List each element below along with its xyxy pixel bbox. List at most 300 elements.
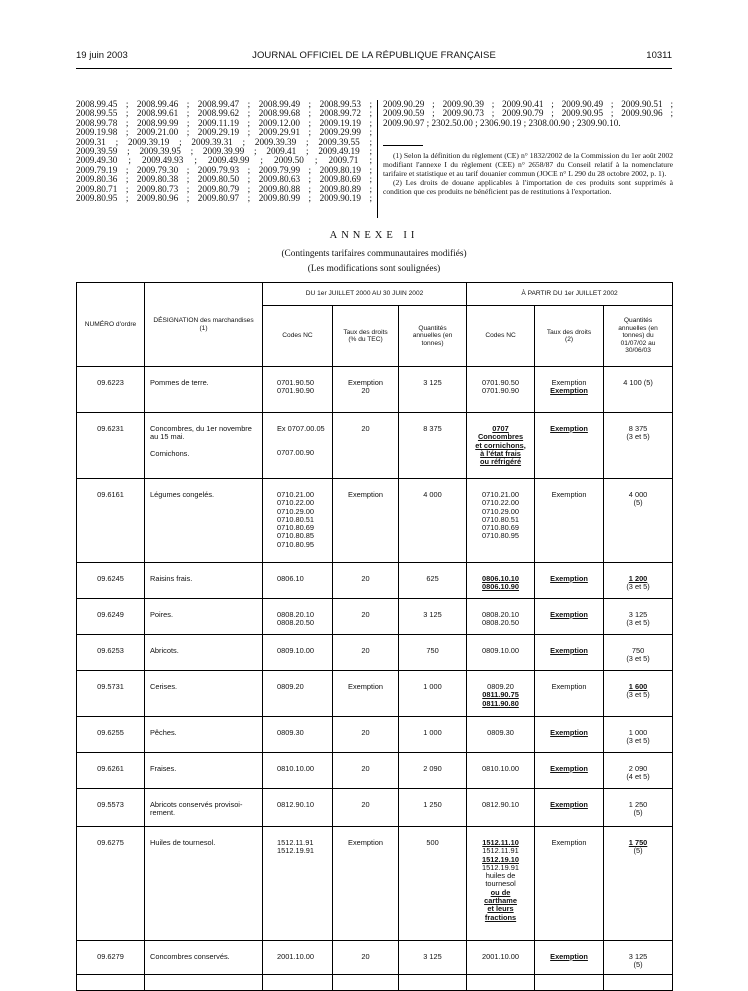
cell-text: 09.6249 — [97, 610, 124, 619]
cell-line: 3 125 — [423, 952, 442, 961]
cell-line: 1 000 — [423, 682, 442, 691]
code-line: 2009.90.29 ; 2009.90.39 ; 2009.90.41 ; 2009.90.49 ; 2009.90.51 ; — [383, 99, 673, 109]
cell-line: Concombres, du 1er novembre — [150, 424, 252, 433]
cell-line: (5) — [633, 498, 643, 508]
cell-line: 0812.90.10 — [482, 800, 520, 809]
cell-line: Huiles de tournesol. — [150, 838, 216, 847]
cell-codes-nc-1 — [263, 789, 333, 827]
cell-designation — [145, 563, 263, 599]
cell-line: 0710.80.95 — [277, 539, 314, 549]
table-row — [77, 789, 673, 827]
cell-line: Abricots. — [150, 646, 179, 655]
cell-quantites-2 — [604, 413, 673, 479]
cell-line: 0707.00.90 — [277, 448, 314, 458]
codes-list-left — [76, 100, 372, 203]
code-line: 2009.80.95 ; 2009.80.96 ; 2009.80.97 ; 2009.80.99 ; 2009.90.19 ; — [76, 193, 372, 204]
cell-designation — [145, 827, 263, 941]
cell-codes-nc-2 — [467, 635, 535, 671]
cell-line: 0806.10.90 — [482, 582, 520, 592]
code-line: 2009.31 ; 2009.39.19 ; 2009.39.31 ; 2009.39.39 ; 2009.39.55 ; — [76, 136, 372, 147]
cell-line: 500 — [426, 838, 439, 847]
cell-line: 0710.80.95 — [482, 531, 520, 541]
cell-line: 1 250 — [423, 800, 442, 809]
cell-line: 1 600 — [628, 682, 648, 691]
cell-codes-nc-2 — [467, 599, 535, 635]
cell-taux-2 — [535, 413, 604, 479]
table-row — [77, 717, 673, 753]
cell-numero — [77, 563, 145, 599]
cell-codes-nc-2 — [467, 367, 535, 413]
cell-line: et leurs — [487, 904, 514, 914]
cell-taux-1 — [333, 671, 399, 717]
table-row — [77, 413, 673, 479]
annex-title: ANNEXE II — [329, 230, 419, 241]
annex-subtitle-1: (Contingents tarifaires communautaires modifiés) — [281, 249, 467, 259]
header-designation: DÉSIGNATION des marchandises (1) — [145, 283, 263, 367]
cell-text: 09.6275 — [97, 838, 124, 847]
cell-line: carthame — [484, 896, 517, 906]
cell-taux-2 — [535, 599, 604, 635]
cell-line: 20 — [361, 952, 370, 961]
cell-line: rement. — [150, 808, 176, 818]
cell-line: 0809.10.00 — [277, 646, 314, 655]
cell-numero — [77, 975, 145, 991]
cell-line: Pêches. — [150, 728, 177, 737]
cell-designation — [145, 367, 263, 413]
cell-line: (3 et 5) — [626, 736, 650, 746]
cell-line: Exemption — [348, 682, 383, 691]
cell-line — [277, 433, 332, 441]
cell-codes-nc-2 — [467, 753, 535, 789]
cell-line: 0710.29.00 — [482, 506, 520, 516]
cell-line: 0812.90.10 — [277, 800, 314, 809]
cell-numero — [77, 671, 145, 717]
cell-text: 09.6279 — [97, 952, 124, 961]
cell-line: Exemption — [551, 682, 587, 691]
table-row — [77, 367, 673, 413]
cell-line: 1 250 — [628, 800, 648, 809]
code-line: 2009.80.36 ; 2009.80.38 ; 2009.80.50 ; 2009.80.63 ; 2009.80.69 ; — [76, 174, 372, 185]
cell-taux-1 — [333, 479, 399, 563]
cell-text: 09.6261 — [97, 764, 124, 773]
cell-line: 0710.29.00 — [277, 506, 314, 516]
cell-codes-nc-2 — [467, 479, 535, 563]
cell-line: (3 et 5) — [626, 654, 650, 664]
header-taux-2: Taux des droits (2) — [535, 306, 604, 367]
cell-line: 3 125 — [423, 378, 442, 387]
header-page-number: 10311 — [646, 50, 672, 61]
cell-line: 0710.80.85 — [277, 531, 314, 541]
cell-line: 1 200 — [628, 574, 648, 583]
cell-numero — [77, 941, 145, 975]
cell-line: 0710.22.00 — [277, 498, 314, 508]
cell-line: 4 100 (5) — [623, 378, 653, 387]
cell-line: (3 et 5) — [626, 618, 650, 628]
cell-line: Concombres — [477, 432, 524, 442]
cell-line: 0701.90.50 — [277, 378, 314, 387]
cell-quantites-2 — [604, 635, 673, 671]
cell-line: Poires. — [150, 610, 174, 619]
cell-text: 09.6223 — [97, 378, 124, 387]
cell-line: 0710.80.51 — [277, 514, 314, 524]
cell-numero — [77, 827, 145, 941]
cell-designation — [145, 941, 263, 975]
code-line: 2009.90.59 ; 2009.90.73 ; 2009.90.79 ; 2009.90.95 ; 2009.90.96 ; — [383, 108, 673, 119]
cell-text: 09.6245 — [97, 574, 124, 583]
code-line: 2009.39.59 ; 2009.39.95 ; 2009.39.99 ; 2009.41 ; 2009.49.19 ; — [76, 146, 372, 157]
cell-line: 20 — [361, 386, 370, 396]
cell-line: 0809.10.00 — [482, 646, 520, 655]
cell-codes-nc-2 — [467, 563, 535, 599]
cell-line: au 15 mai. — [150, 432, 185, 442]
cell-line: 20 — [361, 424, 370, 433]
cell-taux-1 — [333, 975, 399, 991]
cell-text: 09.6255 — [97, 728, 124, 737]
cell-line: 2 090 — [628, 764, 648, 773]
cell-line: Concombres conservés. — [150, 952, 230, 961]
cell-line: 0806.10 — [277, 574, 304, 583]
cell-taux-2 — [535, 717, 604, 753]
cell-quantites-2 — [604, 671, 673, 717]
cell-numero — [77, 717, 145, 753]
cell-line: 3 125 — [628, 952, 648, 961]
cell-line: 0809.30 — [277, 728, 304, 737]
cell-text: 09.5573 — [97, 800, 124, 809]
cell-codes-nc-2 — [467, 671, 535, 717]
codes-list-right — [383, 100, 673, 128]
cell-quantites-2 — [604, 941, 673, 975]
cell-line: 0710.21.00 — [482, 490, 520, 499]
cell-taux-2 — [535, 753, 604, 789]
cell-designation — [145, 599, 263, 635]
cell-line: Exemption — [348, 490, 383, 499]
cell-line: Raisins frais. — [150, 574, 193, 583]
page-header — [76, 50, 672, 66]
footnote-2: (2) Les droits de douane applicables à l'importation de ces produits sont supprimés à condition que ces produits ne bénéficient pas de restitutions à l'exportation. — [383, 178, 673, 197]
cell-line: 0808.20.50 — [482, 618, 520, 628]
cell-line: 0808.20.50 — [277, 618, 314, 628]
cell-taux-2 — [535, 789, 604, 827]
cell-quantites-1 — [399, 789, 467, 827]
cell-line: Exemption — [550, 646, 588, 655]
cell-line: 0808.20.10 — [482, 610, 520, 619]
cell-line: Exemption — [348, 838, 383, 847]
cell-codes-nc-2 — [467, 941, 535, 975]
cell-line: 0810.10.00 — [277, 764, 314, 773]
cell-designation — [145, 479, 263, 563]
annex-subtitle-2: (Les modifications sont soulignées) — [307, 264, 441, 274]
header-numero: NUMÉRO d'ordre — [77, 283, 145, 367]
cell-line: 20 — [361, 800, 370, 809]
cell-taux-1 — [333, 941, 399, 975]
cell-line: Cerises. — [150, 682, 178, 691]
table-row — [77, 827, 673, 941]
table-row — [77, 635, 673, 671]
cell-line: 750 — [426, 646, 439, 655]
code-line: 2009.19.98 ; 2009.21.00 ; 2009.29.19 ; 2009.29.91 ; 2009.29.99 ; — [76, 127, 372, 138]
cell-codes-nc-2 — [467, 827, 535, 941]
footnote-rule — [383, 145, 423, 146]
cell-line: 0710.80.51 — [482, 514, 520, 524]
cell-line: 0811.90.75 — [482, 690, 519, 700]
cell-designation — [145, 635, 263, 671]
cell-line: 3 125 — [628, 610, 648, 619]
header-period-2000-2002: DU 1er JUILLET 2000 AU 30 JUIN 2002 — [263, 283, 467, 306]
cell-line: 0809.20 — [277, 682, 304, 691]
cell-line: Cornichons. — [150, 448, 190, 458]
cell-line: 1512.11.10 — [482, 838, 519, 847]
header-quantites-1: Quantités annuelles (en tonnes) — [399, 306, 467, 367]
code-line: 2008.99.55 ; 2008.99.61 ; 2008.99.62 ; 2008.99.68 ; 2008.99.72 ; — [76, 108, 372, 119]
cell-designation — [145, 789, 263, 827]
cell-line: 1512.11.91 — [482, 846, 519, 856]
cell-quantites-1 — [399, 753, 467, 789]
header-period-from-2002: À PARTIR DU 1er JUILLET 2002 — [467, 283, 673, 306]
cell-taux-2 — [535, 671, 604, 717]
cell-numero — [77, 753, 145, 789]
cell-codes-nc-2 — [467, 975, 535, 991]
cell-line: 625 — [426, 574, 439, 583]
cell-designation — [145, 753, 263, 789]
cell-quantites-2 — [604, 827, 673, 941]
cell-numero — [77, 599, 145, 635]
cell-line: 0811.90.80 — [482, 698, 519, 708]
cell-line: Exemption — [550, 424, 588, 433]
table-row — [77, 975, 673, 991]
cell-numero — [77, 413, 145, 479]
code-line: 2009.49.30 ; 2009.49.93 ; 2009.49.99 ; 2009.50 ; 2009.71 ; — [76, 155, 372, 166]
cell-line: (5) — [633, 960, 643, 970]
cell-line: 1512.19.10 — [482, 854, 520, 864]
cell-designation — [145, 413, 263, 479]
cell-codes-nc-1 — [263, 671, 333, 717]
table-row — [77, 753, 673, 789]
cell-numero — [77, 367, 145, 413]
cell-taux-1 — [333, 599, 399, 635]
header-rule — [76, 68, 672, 69]
cell-line: 0809.30 — [487, 728, 514, 737]
cell-codes-nc-1 — [263, 479, 333, 563]
cell-line: 20 — [361, 646, 370, 655]
column-separator — [377, 100, 378, 218]
table-row — [77, 671, 673, 717]
cell-line: Abricots conservés provisoi- — [150, 800, 243, 809]
cell-text: 09.6253 — [97, 646, 124, 655]
cell-line: fractions — [484, 912, 517, 922]
cell-quantites-1 — [399, 827, 467, 941]
cell-codes-nc-1 — [263, 717, 333, 753]
cell-codes-nc-1 — [263, 413, 333, 479]
cell-line: (3 et 5) — [626, 690, 650, 700]
quota-table — [76, 282, 673, 991]
cell-codes-nc-1 — [263, 941, 333, 975]
cell-line: tournesol — [485, 879, 516, 889]
cell-line: 2 090 — [423, 764, 442, 773]
cell-line: Exemption — [550, 386, 588, 396]
cell-taux-2 — [535, 367, 604, 413]
cell-line: Ex 0707.00.05 — [277, 424, 325, 433]
cell-line: 0701.90.90 — [482, 386, 520, 396]
code-line: 2009.79.19 ; 2009.79.30 ; 2009.79.93 ; 2009.79.99 ; 2009.80.19 ; — [76, 164, 372, 175]
table-row — [77, 479, 673, 563]
cell-line: (4 et 5) — [626, 772, 650, 782]
code-line: 2009.90.97 ; 2302.50.00 ; 2306.90.19 ; 2308.00.90 ; 2309.90.10. — [383, 117, 621, 128]
cell-line: 0810.10.00 — [482, 764, 520, 773]
cell-line: ou de — [490, 887, 511, 897]
footnotes — [383, 152, 673, 198]
cell-codes-nc-1 — [263, 975, 333, 991]
cell-line: 750 — [631, 646, 645, 655]
cell-quantites-2 — [604, 367, 673, 413]
cell-designation — [145, 975, 263, 991]
cell-quantites-1 — [399, 413, 467, 479]
cell-codes-nc-1 — [263, 753, 333, 789]
cell-line: (5) — [633, 808, 643, 818]
code-line: 2009.80.71 ; 2009.80.73 ; 2009.80.79 ; 2009.80.88 ; 2009.80.89 ; — [76, 183, 372, 194]
cell-quantites-1 — [399, 599, 467, 635]
cell-taux-1 — [333, 413, 399, 479]
cell-quantites-1 — [399, 975, 467, 991]
cell-taux-1 — [333, 789, 399, 827]
header-taux-1: Taux des droits (% du TEC) — [333, 306, 399, 367]
cell-line: Fraises. — [150, 764, 177, 773]
cell-taux-1 — [333, 753, 399, 789]
cell-quantites-2 — [604, 563, 673, 599]
cell-line: 20 — [361, 610, 370, 619]
cell-line: 4 000 — [628, 490, 648, 499]
cell-line: (3 et 5) — [626, 432, 650, 442]
header-journal-title: JOURNAL OFFICIEL DE LA RÉPUBLIQUE FRANÇAISE — [252, 50, 496, 61]
cell-quantites-1 — [399, 563, 467, 599]
table-row — [77, 941, 673, 975]
cell-codes-nc-2 — [467, 789, 535, 827]
cell-line: et cornichons, — [475, 440, 526, 450]
cell-taux-2 — [535, 975, 604, 991]
cell-taux-2 — [535, 635, 604, 671]
cell-line: 1512.19.91 — [482, 862, 520, 872]
cell-line: Exemption — [550, 610, 588, 619]
cell-quantites-2 — [604, 599, 673, 635]
cell-quantites-1 — [399, 941, 467, 975]
cell-line: 0701.90.90 — [277, 386, 314, 396]
cell-codes-nc-2 — [467, 413, 535, 479]
footnote-1: (1) Selon la définition du règlement (CE) n° 1832/2002 de la Commission du 1er août 2002 modifiant l'annexe I du règlement (CEE) n° 2658/87 du Conseil relatif à la nomenclature tarifaire et statistique et au tarif douanier commun (JOCE n° L 290 du 28 octobre 2002, p. 1). — [383, 151, 673, 178]
header-codes-nc-1: Codes NC — [263, 306, 333, 367]
cell-codes-nc-1 — [263, 635, 333, 671]
cell-text — [77, 975, 144, 987]
cell-taux-2 — [535, 563, 604, 599]
cell-line: Exemption — [348, 378, 383, 387]
cell-designation — [145, 717, 263, 753]
cell-taux-1 — [333, 563, 399, 599]
cell-line: 0710.22.00 — [482, 498, 520, 508]
cell-numero — [77, 635, 145, 671]
cell-codes-nc-1 — [263, 599, 333, 635]
cell-line: 0710.80.69 — [277, 523, 314, 533]
cell-line: 0809.20 — [487, 682, 514, 691]
code-line: 2008.99.78 ; 2008.99.99 ; 2009.11.19 ; 2009.12.00 ; 2009.19.19 ; — [76, 117, 372, 128]
cell-line: Exemption — [550, 728, 588, 737]
cell-line: Légumes congelés. — [150, 490, 215, 499]
cell-line: Exemption — [551, 378, 587, 387]
code-line: 2008.99.45 ; 2008.99.46 ; 2008.99.47 ; 2008.99.49 ; 2008.99.53 ; — [76, 99, 372, 109]
cell-quantites-2 — [604, 479, 673, 563]
cell-line: 1512.11.91 — [277, 838, 314, 847]
cell-numero — [77, 479, 145, 563]
cell-taux-2 — [535, 941, 604, 975]
cell-line: 1 000 — [423, 728, 442, 737]
cell-line: 0808.20.10 — [277, 610, 314, 619]
cell-line: Exemption — [551, 838, 587, 847]
cell-line: 1512.19.91 — [277, 846, 314, 856]
cell-line: Exemption — [550, 764, 588, 773]
cell-designation — [145, 671, 263, 717]
cell-line: à l'état frais — [480, 448, 521, 458]
header-quantites-2: Quantités annuelles (en tonnes) du 01/07/02 au 30/06/03 — [604, 306, 673, 367]
cell-line: 20 — [361, 574, 370, 583]
cell-line: ou réfrigéré — [479, 457, 522, 467]
cell-quantites-2 — [604, 789, 673, 827]
cell-text: 09.5731 — [97, 682, 124, 691]
cell-numero — [77, 789, 145, 827]
cell-taux-1 — [333, 827, 399, 941]
table-row — [77, 599, 673, 635]
cell-line: 0806.10.10 — [482, 574, 520, 583]
header-codes-nc-2: Codes NC — [467, 306, 535, 367]
cell-line: Exemption — [550, 574, 588, 583]
cell-quantites-1 — [399, 479, 467, 563]
cell-codes-nc-1 — [263, 827, 333, 941]
cell-line: 0710.21.00 — [277, 490, 314, 499]
cell-taux-2 — [535, 479, 604, 563]
cell-codes-nc-1 — [263, 367, 333, 413]
cell-line: 20 — [361, 764, 370, 773]
cell-line: 4 000 — [423, 490, 442, 499]
cell-line: Exemption — [550, 800, 588, 809]
cell-quantites-2 — [604, 753, 673, 789]
cell-line: Exemption — [551, 490, 587, 499]
cell-line: 8 375 — [628, 424, 648, 433]
cell-line: 0701.90.50 — [482, 378, 520, 387]
cell-line: 0707 — [492, 424, 509, 433]
cell-line: 1 000 — [628, 728, 648, 737]
cell-line: huiles de — [485, 871, 516, 881]
cell-line: 3 125 — [423, 610, 442, 619]
cell-taux-1 — [333, 717, 399, 753]
cell-codes-nc-2 — [467, 717, 535, 753]
cell-quantites-1 — [399, 635, 467, 671]
cell-line: 8 375 — [423, 424, 442, 433]
cell-codes-nc-1 — [263, 563, 333, 599]
cell-line: 20 — [361, 728, 370, 737]
cell-quantites-2 — [604, 717, 673, 753]
cell-line: 2001.10.00 — [482, 952, 520, 961]
cell-line: Exemption — [550, 952, 588, 961]
header-date: 19 juin 2003 — [76, 50, 128, 61]
cell-text: 09.6231 — [97, 424, 124, 433]
table-row — [77, 563, 673, 599]
cell-line: 0710.80.69 — [482, 523, 520, 533]
cell-text: 09.6161 — [97, 490, 124, 499]
cell-quantites-1 — [399, 717, 467, 753]
cell-quantites-2 — [604, 975, 673, 991]
cell-line: (3 et 5) — [626, 582, 650, 592]
cell-line: 1 750 — [628, 838, 648, 847]
cell-quantites-1 — [399, 671, 467, 717]
cell-line: 2001.10.00 — [277, 952, 314, 961]
cell-line: Pommes de terre. — [150, 378, 209, 387]
cell-taux-1 — [333, 367, 399, 413]
